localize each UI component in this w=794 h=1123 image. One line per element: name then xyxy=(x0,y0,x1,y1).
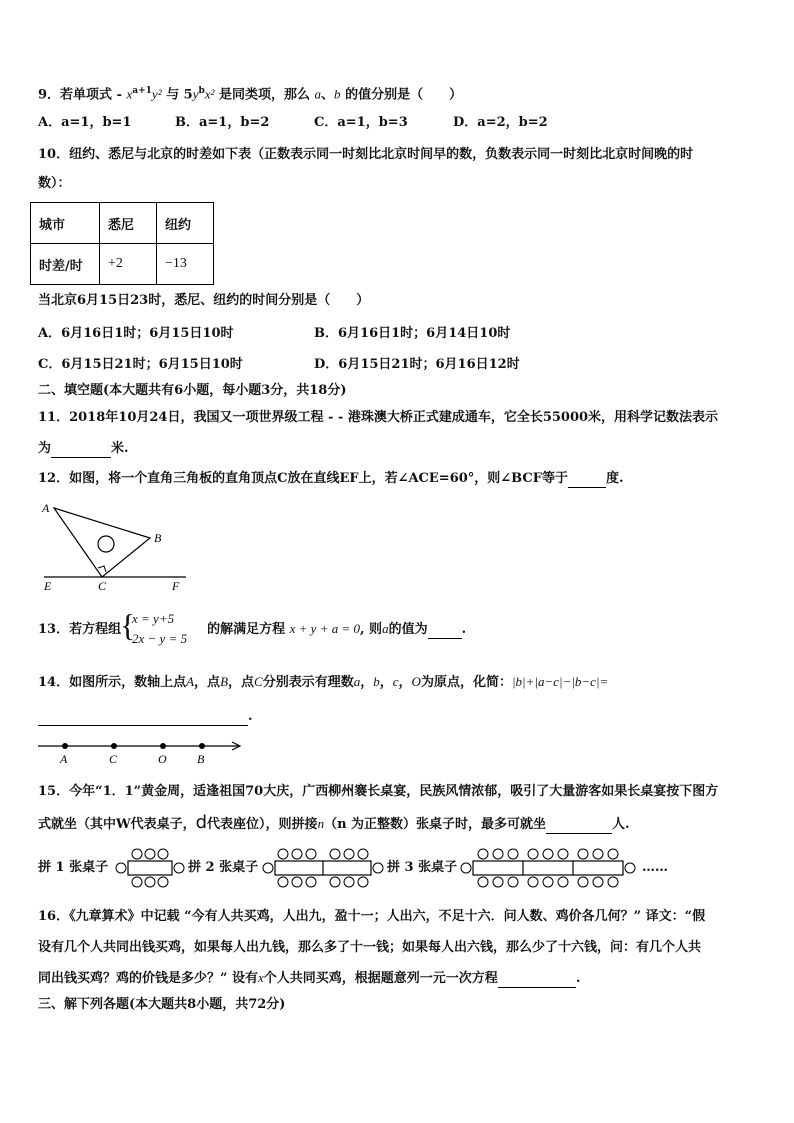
q9-option-d: D．a=2，b=2 xyxy=(453,115,548,130)
q10-option-a: A．6月16日1时；6月15日10时 xyxy=(38,326,234,341)
q9-option-a: A．a=1，b=1 xyxy=(38,115,132,130)
label-a: A xyxy=(42,501,50,515)
section-2-heading: 二、填空题(本大题共有6小题，每小题3分，共18分) xyxy=(38,383,347,398)
table-cell: 时差/时 xyxy=(31,244,100,285)
ellipsis: …… xyxy=(642,860,668,875)
q11-line2: 为 米. xyxy=(38,441,129,456)
answer-blank xyxy=(38,711,248,726)
equation-1: x = y+5 xyxy=(132,611,175,626)
table-cell: −13 xyxy=(157,244,214,285)
q14-stem: 14．如图所示，数轴上点A，点B，点C分别表示有理数a，b，c，O为原点，化简：|b|+|a−c|−|b−c|= xyxy=(38,674,609,690)
label-b: B xyxy=(154,531,162,545)
long-table-figure xyxy=(110,848,640,888)
axis-label-b: B xyxy=(197,752,205,766)
axis-label-o: O xyxy=(158,752,167,766)
answer-blank xyxy=(51,443,111,458)
time-difference-table xyxy=(30,202,214,285)
q15-line1: 15．今年“1．1”黄金周，适逢祖国70大庆，广西柳州褰长桌宴，民族风情浓郁，吸引了大量游客如果长桌宴按下图方 xyxy=(38,784,719,799)
label-c: C xyxy=(98,579,107,593)
point-a xyxy=(62,743,68,749)
q13-stem: 13．若方程组 的解满足方程 x + y + a = 0, 则a的值为 . xyxy=(38,621,467,637)
point-o xyxy=(160,743,166,749)
q12-stem: 12．如图，将一个直角三角板的直角顶点C放在直线EF上，若∠ACE=60°，则∠BCF等于 度. xyxy=(38,471,624,486)
q10-question: 当北京6月15日23时，悉尼、纽约的时间分别是（ ） xyxy=(38,293,370,308)
axis-label-a: A xyxy=(60,752,68,766)
q10-line1: 10．纽约、悉尼与北京的时差如下表（正数表示同一时刻比北京时间早的数，负数表示同一时刻比北京时间晚的时 xyxy=(38,147,694,162)
answer-blank xyxy=(546,819,612,834)
q10-option-d: D．6月15日21时；6月16日12时 xyxy=(314,357,520,372)
equation-2: 2x − y = 5 xyxy=(132,631,188,646)
answer-blank xyxy=(428,624,462,639)
label-f: F xyxy=(172,579,180,593)
q16-line1: 16．《九章算术》中记载 “今有人共买鸡，人出九，盈十一；人出六，不足十六．问人数、鸡价各几何？” 译文：“假 xyxy=(38,909,706,924)
q10-option-c: C．6月15日21时；6月15日10时 xyxy=(38,357,243,372)
point-c xyxy=(111,743,117,749)
right-angle-mark xyxy=(98,566,106,572)
q10-option-b: B．6月16日1时；6月14日10时 xyxy=(314,326,511,341)
q16-line3: 同出钱买鸡？鸡的价钱是多少？” 设有x个人共同买鸡，根据题意列一元一次方程 . xyxy=(38,970,581,986)
table-cell: 悉尼 xyxy=(100,203,157,244)
q9-option-c: C．a=1，b=3 xyxy=(314,115,408,130)
section-3-heading: 三、解下列各题(本大题共8小题，共72分) xyxy=(38,997,286,1012)
table-label-1: 拼 1 张桌子 xyxy=(38,860,109,875)
axis-label-c: C xyxy=(109,752,118,766)
table-label-2: 拼 2 张桌子 xyxy=(188,860,259,875)
table-cell: 纽约 xyxy=(157,203,214,244)
system-brace: { xyxy=(120,607,136,643)
table-row xyxy=(31,244,214,285)
q9-option-b: B．a=1，b=2 xyxy=(175,115,270,130)
table-cell: 城市 xyxy=(31,203,100,244)
q10-line2: 数）： xyxy=(38,176,71,191)
triangle-hole xyxy=(98,536,114,552)
triangle-figure xyxy=(38,500,198,595)
q15-line2: 式就坐（其中W代表桌子，d代表座位），则拼接n（n 为正整数）张桌子时，最多可就坐 人. xyxy=(38,812,630,833)
point-b xyxy=(199,743,205,749)
q11-line1: 11．2018年10月24日，我国又一项世界级工程 - - 港珠澳大桥正式建成通车，它全长55000米，用科学记数法表示 xyxy=(38,410,719,425)
table-label-3: 拼 3 张桌子 xyxy=(387,860,458,875)
one-table-arrangement xyxy=(116,849,184,887)
label-e: E xyxy=(44,579,52,593)
q16-line2: 设有几个人共同出钱买鸡，如果每人出九钱，那么多了十一钱；如果每人出六钱，那么少了十六钱，问：有几个人共 xyxy=(38,940,702,955)
number-line-figure xyxy=(38,736,248,766)
two-table-arrangement xyxy=(263,849,383,887)
table-cell: +2 xyxy=(100,244,157,285)
q14-answer-line: . xyxy=(38,708,253,726)
three-table-arrangement xyxy=(461,849,635,887)
answer-blank xyxy=(568,473,606,488)
answer-blank xyxy=(498,973,576,988)
table-row xyxy=(31,203,214,244)
q9-stem: 9．若单项式 - $x^{a+1}y^2$ 与 $5y^bx^2$ 是同类项，那么 a、b 的值分别是（ ） xyxy=(38,86,463,103)
